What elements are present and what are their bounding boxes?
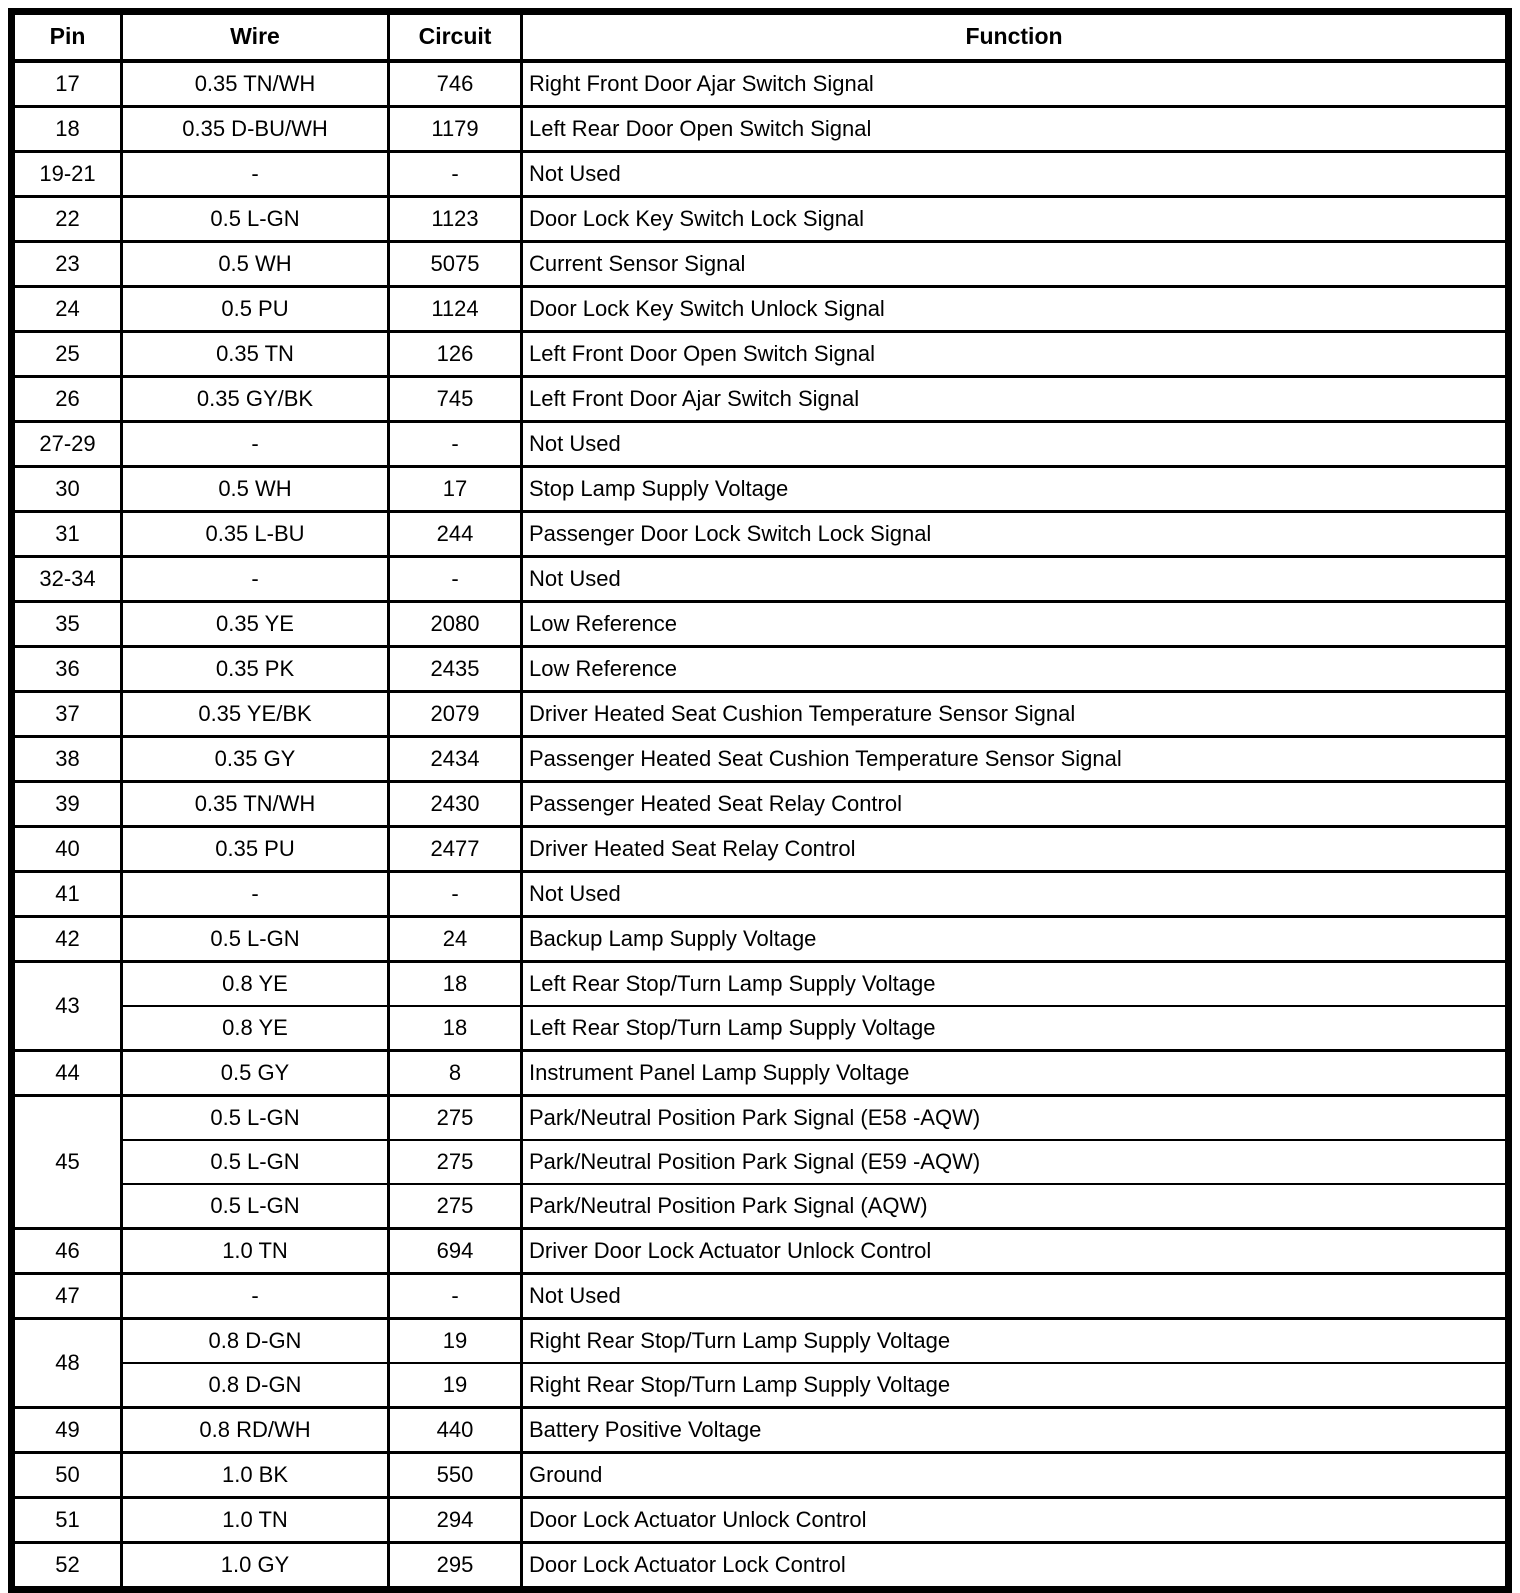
pin-cell: 50 bbox=[12, 1453, 122, 1498]
function-cell: Door Lock Actuator Unlock Control bbox=[522, 1498, 1509, 1543]
pin-cell: 18 bbox=[12, 107, 122, 152]
table-row bbox=[12, 1051, 1509, 1096]
wire-cell: 0.8 RD/WH bbox=[122, 1408, 389, 1453]
wire-cell: 0.35 TN/WH bbox=[122, 782, 389, 827]
circuit-cell: 694 bbox=[389, 1229, 522, 1274]
table-row bbox=[12, 422, 1509, 467]
function-cell: Passenger Door Lock Switch Lock Signal bbox=[522, 512, 1509, 557]
function-cell: Not Used bbox=[522, 1274, 1509, 1319]
pin-cell: 25 bbox=[12, 332, 122, 377]
pin-cell: 43 bbox=[12, 962, 122, 1051]
table-row bbox=[12, 872, 1509, 917]
circuit-cell: 19 bbox=[389, 1319, 522, 1364]
table-row bbox=[12, 287, 1509, 332]
pin-cell: 40 bbox=[12, 827, 122, 872]
circuit-cell: 5075 bbox=[389, 242, 522, 287]
function-cell: Current Sensor Signal bbox=[522, 242, 1509, 287]
wire-cell: 0.5 PU bbox=[122, 287, 389, 332]
function-cell: Right Front Door Ajar Switch Signal bbox=[522, 61, 1509, 107]
table-row bbox=[12, 962, 1509, 1007]
table-row bbox=[12, 1229, 1509, 1274]
column-header-wire: Wire bbox=[122, 12, 389, 62]
circuit-cell: 2079 bbox=[389, 692, 522, 737]
table-row bbox=[12, 917, 1509, 962]
table-row bbox=[12, 197, 1509, 242]
wire-cell: 1.0 GY bbox=[122, 1543, 389, 1590]
function-cell: Not Used bbox=[522, 152, 1509, 197]
wire-cell: 0.35 TN/WH bbox=[122, 61, 389, 107]
function-cell: Battery Positive Voltage bbox=[522, 1408, 1509, 1453]
wire-cell: 0.8 D-GN bbox=[122, 1319, 389, 1364]
function-cell: Door Lock Key Switch Lock Signal bbox=[522, 197, 1509, 242]
column-header-function: Function bbox=[522, 12, 1509, 62]
pin-cell: 38 bbox=[12, 737, 122, 782]
function-cell: Right Rear Stop/Turn Lamp Supply Voltage bbox=[522, 1363, 1509, 1408]
wire-cell: 0.35 PK bbox=[122, 647, 389, 692]
table-row bbox=[12, 1363, 1509, 1408]
pin-cell: 46 bbox=[12, 1229, 122, 1274]
circuit-cell: 2430 bbox=[389, 782, 522, 827]
circuit-cell: 2434 bbox=[389, 737, 522, 782]
wire-cell: 0.35 PU bbox=[122, 827, 389, 872]
table-row bbox=[12, 557, 1509, 602]
wire-cell: 0.35 GY/BK bbox=[122, 377, 389, 422]
table-row bbox=[12, 152, 1509, 197]
function-cell: Left Front Door Open Switch Signal bbox=[522, 332, 1509, 377]
circuit-cell: 2435 bbox=[389, 647, 522, 692]
function-cell: Not Used bbox=[522, 872, 1509, 917]
table-row bbox=[12, 61, 1509, 107]
function-cell: Driver Heated Seat Relay Control bbox=[522, 827, 1509, 872]
wire-cell: - bbox=[122, 557, 389, 602]
function-cell: Park/Neutral Position Park Signal (E58 -AQW) bbox=[522, 1096, 1509, 1141]
pin-cell: 24 bbox=[12, 287, 122, 332]
pin-cell: 41 bbox=[12, 872, 122, 917]
table-row bbox=[12, 782, 1509, 827]
function-cell: Low Reference bbox=[522, 647, 1509, 692]
function-cell: Not Used bbox=[522, 422, 1509, 467]
circuit-cell: 17 bbox=[389, 467, 522, 512]
function-cell: Instrument Panel Lamp Supply Voltage bbox=[522, 1051, 1509, 1096]
circuit-cell: 244 bbox=[389, 512, 522, 557]
table-row bbox=[12, 1184, 1509, 1229]
circuit-cell: 275 bbox=[389, 1184, 522, 1229]
pin-cell: 48 bbox=[12, 1319, 122, 1408]
function-cell: Ground bbox=[522, 1453, 1509, 1498]
wire-cell: 1.0 TN bbox=[122, 1498, 389, 1543]
function-cell: Driver Door Lock Actuator Unlock Control bbox=[522, 1229, 1509, 1274]
function-cell: Passenger Heated Seat Relay Control bbox=[522, 782, 1509, 827]
circuit-cell: 18 bbox=[389, 1006, 522, 1051]
pin-cell: 42 bbox=[12, 917, 122, 962]
function-cell: Left Rear Door Open Switch Signal bbox=[522, 107, 1509, 152]
table-row bbox=[12, 1096, 1509, 1141]
wire-cell: 0.35 GY bbox=[122, 737, 389, 782]
pin-cell: 52 bbox=[12, 1543, 122, 1590]
pin-cell: 23 bbox=[12, 242, 122, 287]
table-row bbox=[12, 242, 1509, 287]
circuit-cell: - bbox=[389, 422, 522, 467]
circuit-cell: 295 bbox=[389, 1543, 522, 1590]
table-row bbox=[12, 512, 1509, 557]
wire-cell: 1.0 TN bbox=[122, 1229, 389, 1274]
pin-cell: 39 bbox=[12, 782, 122, 827]
table-row bbox=[12, 1408, 1509, 1453]
table-row bbox=[12, 647, 1509, 692]
table-row bbox=[12, 737, 1509, 782]
table-row bbox=[12, 602, 1509, 647]
circuit-cell: 745 bbox=[389, 377, 522, 422]
pin-cell: 32-34 bbox=[12, 557, 122, 602]
circuit-cell: 19 bbox=[389, 1363, 522, 1408]
table-row bbox=[12, 827, 1509, 872]
circuit-cell: 2080 bbox=[389, 602, 522, 647]
circuit-cell: 1123 bbox=[389, 197, 522, 242]
pin-cell: 19-21 bbox=[12, 152, 122, 197]
pin-cell: 27-29 bbox=[12, 422, 122, 467]
column-header-circuit: Circuit bbox=[389, 12, 522, 62]
wire-cell: 0.5 L-GN bbox=[122, 1140, 389, 1184]
wire-cell: 0.5 GY bbox=[122, 1051, 389, 1096]
pin-cell: 17 bbox=[12, 61, 122, 107]
pin-cell: 30 bbox=[12, 467, 122, 512]
table-row bbox=[12, 1006, 1509, 1051]
wire-cell: 0.5 L-GN bbox=[122, 1184, 389, 1229]
table-row bbox=[12, 107, 1509, 152]
wire-cell: 0.5 L-GN bbox=[122, 197, 389, 242]
function-cell: Right Rear Stop/Turn Lamp Supply Voltage bbox=[522, 1319, 1509, 1364]
wire-cell: 0.35 TN bbox=[122, 332, 389, 377]
wire-cell: 0.8 YE bbox=[122, 962, 389, 1007]
table-row bbox=[12, 1543, 1509, 1590]
function-cell: Stop Lamp Supply Voltage bbox=[522, 467, 1509, 512]
table-row bbox=[12, 377, 1509, 422]
header-row bbox=[12, 12, 1509, 62]
circuit-cell: 275 bbox=[389, 1140, 522, 1184]
connector-pinout-table bbox=[8, 8, 1512, 1593]
function-cell: Left Rear Stop/Turn Lamp Supply Voltage bbox=[522, 1006, 1509, 1051]
wire-cell: 0.35 YE/BK bbox=[122, 692, 389, 737]
wire-cell: 0.5 L-GN bbox=[122, 1096, 389, 1141]
circuit-cell: 18 bbox=[389, 962, 522, 1007]
pin-cell: 45 bbox=[12, 1096, 122, 1229]
circuit-cell: 294 bbox=[389, 1498, 522, 1543]
function-cell: Backup Lamp Supply Voltage bbox=[522, 917, 1509, 962]
pin-cell: 36 bbox=[12, 647, 122, 692]
table-row bbox=[12, 1319, 1509, 1364]
circuit-cell: 440 bbox=[389, 1408, 522, 1453]
wire-cell: - bbox=[122, 1274, 389, 1319]
circuit-cell: 1124 bbox=[389, 287, 522, 332]
wire-cell: 0.35 YE bbox=[122, 602, 389, 647]
pin-cell: 47 bbox=[12, 1274, 122, 1319]
circuit-cell: 1179 bbox=[389, 107, 522, 152]
circuit-cell: 24 bbox=[389, 917, 522, 962]
circuit-cell: - bbox=[389, 557, 522, 602]
pin-cell: 37 bbox=[12, 692, 122, 737]
wire-cell: 0.35 D-BU/WH bbox=[122, 107, 389, 152]
wire-cell: 0.8 YE bbox=[122, 1006, 389, 1051]
table-row bbox=[12, 332, 1509, 377]
function-cell: Park/Neutral Position Park Signal (AQW) bbox=[522, 1184, 1509, 1229]
circuit-cell: - bbox=[389, 1274, 522, 1319]
table-row bbox=[12, 1140, 1509, 1184]
circuit-cell: 550 bbox=[389, 1453, 522, 1498]
circuit-cell: 8 bbox=[389, 1051, 522, 1096]
pin-cell: 44 bbox=[12, 1051, 122, 1096]
wire-cell: 1.0 BK bbox=[122, 1453, 389, 1498]
pin-cell: 26 bbox=[12, 377, 122, 422]
function-cell: Passenger Heated Seat Cushion Temperature Sensor Signal bbox=[522, 737, 1509, 782]
table-row bbox=[12, 1453, 1509, 1498]
pin-cell: 35 bbox=[12, 602, 122, 647]
table-row bbox=[12, 1498, 1509, 1543]
circuit-cell: - bbox=[389, 152, 522, 197]
wire-cell: 0.5 WH bbox=[122, 242, 389, 287]
pin-cell: 22 bbox=[12, 197, 122, 242]
pin-cell: 49 bbox=[12, 1408, 122, 1453]
wire-cell: 0.5 WH bbox=[122, 467, 389, 512]
column-header-pin: Pin bbox=[12, 12, 122, 62]
function-cell: Not Used bbox=[522, 557, 1509, 602]
function-cell: Low Reference bbox=[522, 602, 1509, 647]
wire-cell: - bbox=[122, 152, 389, 197]
circuit-cell: - bbox=[389, 872, 522, 917]
pin-cell: 51 bbox=[12, 1498, 122, 1543]
function-cell: Door Lock Key Switch Unlock Signal bbox=[522, 287, 1509, 332]
wire-cell: 0.8 D-GN bbox=[122, 1363, 389, 1408]
table-row bbox=[12, 467, 1509, 512]
function-cell: Driver Heated Seat Cushion Temperature Sensor Signal bbox=[522, 692, 1509, 737]
circuit-cell: 126 bbox=[389, 332, 522, 377]
wire-cell: 0.5 L-GN bbox=[122, 917, 389, 962]
wire-cell: 0.35 L-BU bbox=[122, 512, 389, 557]
table-row bbox=[12, 692, 1509, 737]
wire-cell: - bbox=[122, 422, 389, 467]
table-row bbox=[12, 1274, 1509, 1319]
pin-cell: 31 bbox=[12, 512, 122, 557]
circuit-cell: 275 bbox=[389, 1096, 522, 1141]
function-cell: Park/Neutral Position Park Signal (E59 -AQW) bbox=[522, 1140, 1509, 1184]
function-cell: Left Rear Stop/Turn Lamp Supply Voltage bbox=[522, 962, 1509, 1007]
circuit-cell: 746 bbox=[389, 61, 522, 107]
function-cell: Door Lock Actuator Lock Control bbox=[522, 1543, 1509, 1590]
wire-cell: - bbox=[122, 872, 389, 917]
circuit-cell: 2477 bbox=[389, 827, 522, 872]
function-cell: Left Front Door Ajar Switch Signal bbox=[522, 377, 1509, 422]
